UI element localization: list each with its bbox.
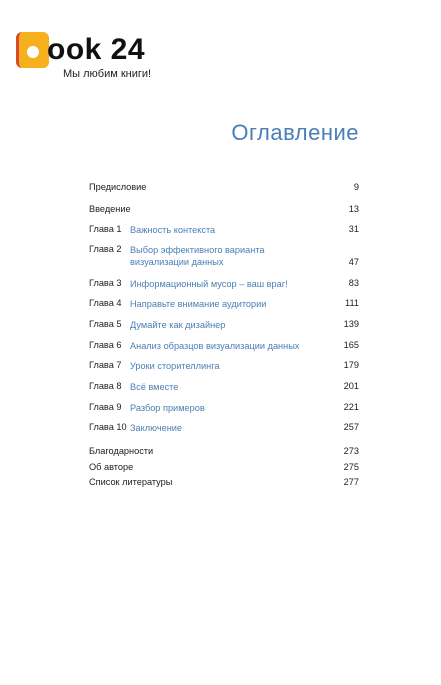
logo-tagline: Мы любим книги! xyxy=(63,68,152,80)
chapter-title: Заключение xyxy=(130,423,183,433)
toc-entry-page: 139 xyxy=(343,319,359,329)
logo-text: ook 24 xyxy=(47,33,146,66)
chapter-number: Глава 5 xyxy=(89,319,122,329)
toc-entry-page: 273 xyxy=(343,446,359,456)
toc-entry-page: 201 xyxy=(343,381,359,391)
toc-entry-page: 165 xyxy=(343,340,359,350)
page-title: Оглавление xyxy=(231,120,359,145)
chapter-title: Анализ образцов визуализации данных xyxy=(130,341,300,351)
toc-entry-page: 13 xyxy=(348,204,359,214)
chapter-number: Глава 7 xyxy=(89,360,122,370)
chapter-title: Важность контекста xyxy=(130,225,216,235)
toc-entry-page: 31 xyxy=(348,224,359,234)
chapter-number: Глава 3 xyxy=(89,278,122,288)
chapter-title: Всё вместе xyxy=(130,382,179,392)
chapter-number: Глава 6 xyxy=(89,340,122,350)
chapter-title: Разбор примеров xyxy=(130,403,205,413)
chapter-number: Глава 2 xyxy=(89,244,122,254)
toc-entry-page: 277 xyxy=(343,477,359,487)
chapter-title: Направьте внимание аудитории xyxy=(130,299,267,309)
chapter-title: Информационный мусор – ваш враг! xyxy=(130,279,288,289)
chapter-title-line-1: Выбор эффективного варианта xyxy=(130,245,265,255)
toc-entry-page: 47 xyxy=(348,257,359,267)
toc-entry-page: 221 xyxy=(343,402,359,412)
chapter-title-line-2: визуализации данных xyxy=(130,257,224,267)
toc-entry-page: 9 xyxy=(353,182,359,192)
chapter-number: Глава 9 xyxy=(89,402,122,412)
toc-entry-title: Введение xyxy=(89,204,131,214)
toc-entry-title: Благодарности xyxy=(89,446,154,456)
toc-entry-page: 111 xyxy=(345,298,359,308)
chapter-number: Глава 4 xyxy=(89,298,122,308)
chapter-number: Глава 10 xyxy=(89,422,127,432)
chapter-number: Глава 8 xyxy=(89,381,122,391)
toc-entry-title: Об авторе xyxy=(89,462,134,472)
toc-entry-page: 83 xyxy=(348,278,359,288)
toc-entry-page: 275 xyxy=(343,462,359,472)
chapter-title: Уроки сторителлинга xyxy=(130,361,220,371)
toc-entry-title: Предисловие xyxy=(89,182,147,192)
toc-entry-title: Список литературы xyxy=(89,477,173,487)
toc-entry-page: 179 xyxy=(343,360,359,370)
toc-row-chapter-2[interactable] xyxy=(89,244,359,270)
brand-logo xyxy=(16,30,166,80)
book-logo-icon xyxy=(16,32,49,68)
toc-entry-page: 257 xyxy=(343,422,359,432)
chapter-number: Глава 1 xyxy=(89,224,122,234)
chapter-title: Думайте как дизайнер xyxy=(130,320,226,330)
